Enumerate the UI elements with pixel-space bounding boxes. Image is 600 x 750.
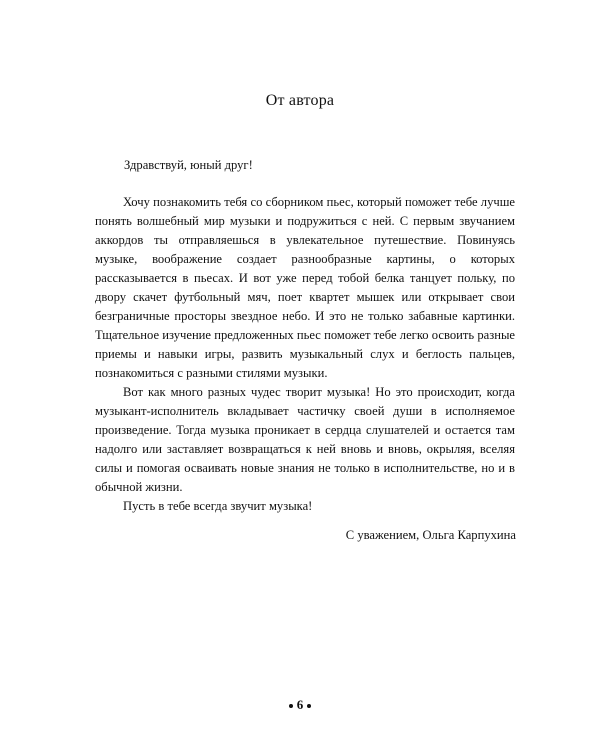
page-title: От автора: [265, 92, 335, 109]
greeting: Здравствуй, юный друг!: [124, 158, 253, 172]
body-text: [95, 193, 515, 516]
paragraph-intro: Хочу познакомить тебя со сборником пьес, который поможет тебе лучше понять волшебный мир музыки и подружиться с ней. С первым звучанием аккордов ты отправляешься в увлекательное путешествие. Повинуясь музыке, воображение создает разнообразные картины, о которых рассказывается в пьесах. И вот уже перед тобой белка танцует польку, по двору скачет футбольный мяч, поет квартет мышек или открывает свои безграничные просторы звездное небо. И это не только забавные картинки. Тщательное изучение предложенных пьес поможет тебе легко освоить разные приемы и навыки игры, развить музыкальный слух и беглость пальцев, познакомиться с разными стилями музыки.: [95, 195, 515, 380]
bullet-icon: [307, 704, 311, 708]
page-number: 6: [296, 697, 304, 712]
page-number-footer: [0, 697, 600, 713]
signature: С уважением, Ольга Карпухина: [345, 528, 516, 542]
bullet-icon: [289, 704, 293, 708]
paragraph-wonders: Вот как много разных чудес творит музыка! Но это происходит, когда музыкант-исполнитель вкладывает частичку своей души в исполняемое произведение. Тогда музыка проникает в сердца слушателей и остается там надолго или заставляет возвращаться к ней вновь и вновь, окрыляя, вселяя силы и помогая осваивать новые знания не только в исполнительстве, но и в обычной жизни.: [95, 385, 515, 494]
paragraph-wish: Пусть в тебе всегда звучит музыка!: [123, 499, 313, 513]
